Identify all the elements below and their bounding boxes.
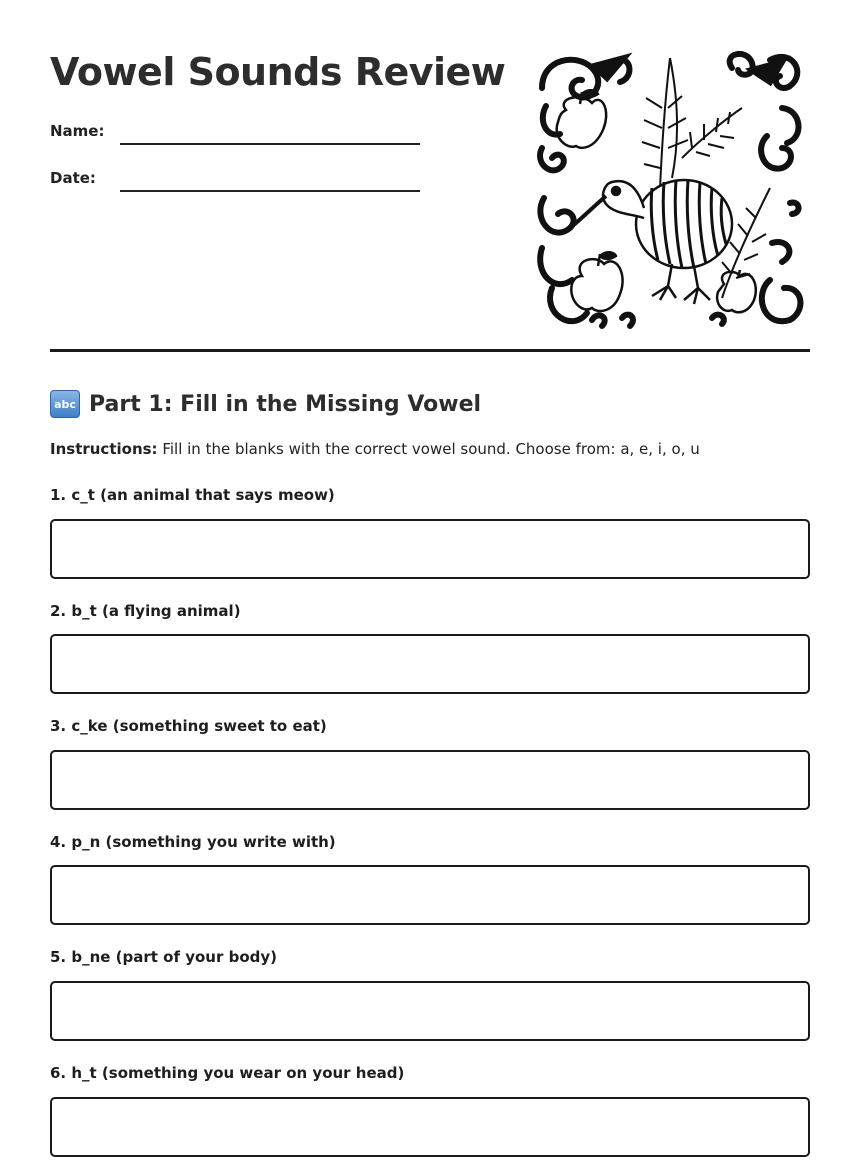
question-4-answer-box[interactable] (50, 865, 810, 925)
instructions-label: Instructions: (50, 440, 158, 458)
date-label: Date: (50, 169, 96, 187)
header-divider (50, 349, 810, 352)
instructions (50, 440, 700, 458)
date-field[interactable] (120, 190, 420, 192)
question-3-answer-box[interactable] (50, 750, 810, 810)
kiwi-bird-illustration (532, 48, 808, 330)
part1-title: Part 1: Fill in the Missing Vowel (89, 391, 482, 417)
question-2-answer-box[interactable] (50, 634, 810, 694)
part1-heading (50, 388, 481, 420)
question-4-label: 4. p_n (something you write with) (50, 833, 336, 851)
question-5-label: 5. b_ne (part of your body) (50, 948, 278, 966)
name-label: Name: (50, 122, 105, 140)
name-field[interactable] (120, 143, 420, 145)
instructions-text: Fill in the blanks with the correct vowel sound. Choose from: a, e, i, o, u (157, 440, 700, 458)
question-1-label: 1. c_t (an animal that says meow) (50, 486, 335, 504)
question-3-label: 3. c_ke (something sweet to eat) (50, 717, 327, 735)
question-5-answer-box[interactable] (50, 981, 810, 1041)
question-2-label: 2. b_t (a flying animal) (50, 602, 241, 620)
question-1-answer-box[interactable] (50, 519, 810, 579)
question-6-label: 6. h_t (something you wear on your head) (50, 1064, 405, 1082)
worksheet-title: Vowel Sounds Review (50, 50, 506, 94)
abc-input-icon: abc (50, 390, 80, 418)
question-6-answer-box[interactable] (50, 1097, 810, 1157)
